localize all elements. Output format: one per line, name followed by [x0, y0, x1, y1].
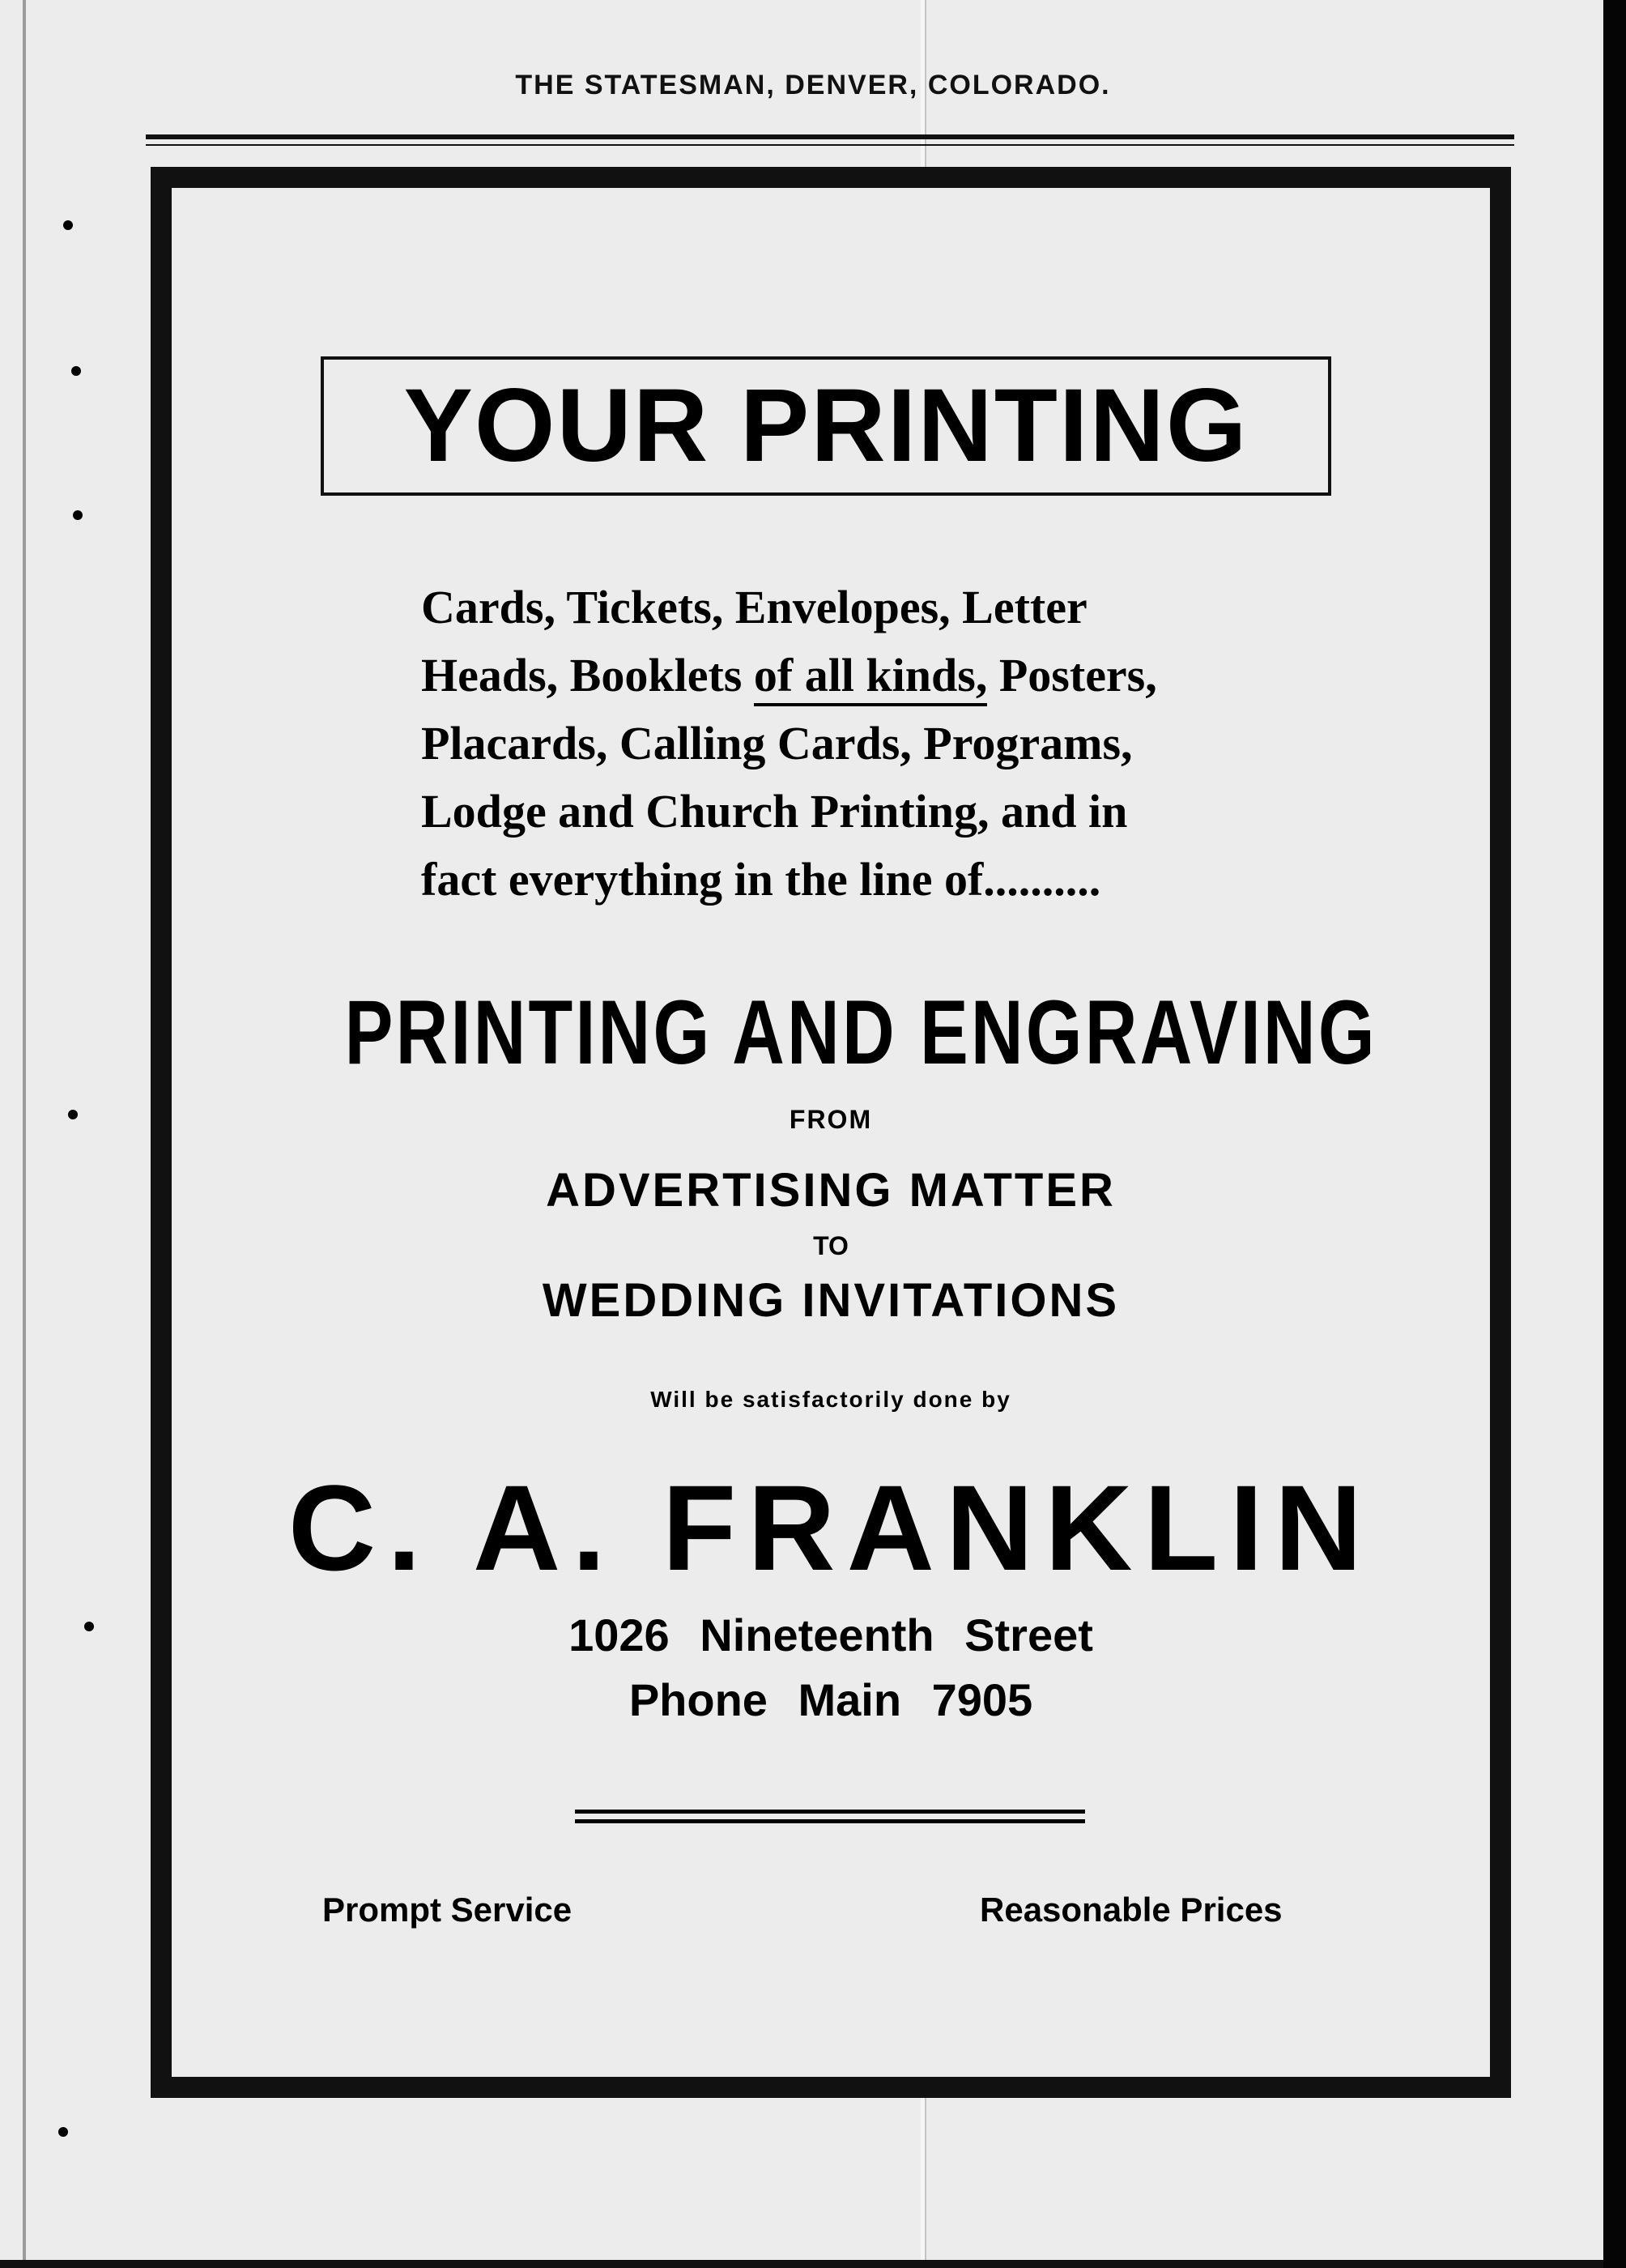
ad-title: YOUR PRINTING [321, 356, 1331, 496]
body-line: fact everything in the line of.......... [421, 853, 1101, 906]
advertising-line: ADVERTISING MATTER [546, 1164, 1116, 1217]
to-label: TO [813, 1231, 849, 1260]
body-line: Placards, Calling Cards, Programs, [421, 717, 1133, 770]
header-rule [146, 134, 1514, 139]
header-rule [146, 144, 1514, 146]
underlined-text: of all kinds, [754, 649, 988, 706]
binding-hole [58, 2127, 68, 2137]
divider-rule [575, 1819, 1085, 1823]
bleed-through-text [342, 253, 350, 288]
business-name: C. A. FRANKLIN [287, 1460, 1374, 1596]
binding-hole [68, 1110, 78, 1119]
binding-hole [63, 220, 73, 230]
from-label: FROM [789, 1105, 873, 1134]
body-line [421, 642, 1231, 710]
ad-body-text [421, 573, 1231, 914]
phone-number: Phone Main 7905 [628, 1674, 1033, 1725]
body-text: Heads, Booklets [421, 649, 743, 701]
body-line: Cards, Tickets, Envelopes, Letter [421, 581, 1088, 633]
body-text: Posters, [998, 649, 1157, 701]
scan-border [1603, 0, 1626, 2268]
ad-headline: PRINTING AND ENGRAVING [344, 982, 1377, 1083]
binding-hole [71, 366, 81, 376]
footer-left-text: Prompt Service [322, 1891, 573, 1929]
body-line: Lodge and Church Printing, and in [421, 785, 1128, 838]
binding-hole [84, 1622, 94, 1631]
binding-hole [73, 510, 83, 520]
wedding-line: WEDDING INVITATIONS [542, 1274, 1120, 1327]
masthead: THE STATESMAN, DENVER, COLORADO. [515, 70, 1111, 100]
street-address: 1026 Nineteenth Street [568, 1609, 1093, 1660]
page-left-edge [23, 0, 26, 2265]
tagline: Will be satisfactorily done by [650, 1387, 1011, 1412]
page-bottom-edge [0, 2260, 1603, 2268]
footer-right-text: Reasonable Prices [980, 1891, 1283, 1929]
divider-rule [575, 1810, 1085, 1814]
